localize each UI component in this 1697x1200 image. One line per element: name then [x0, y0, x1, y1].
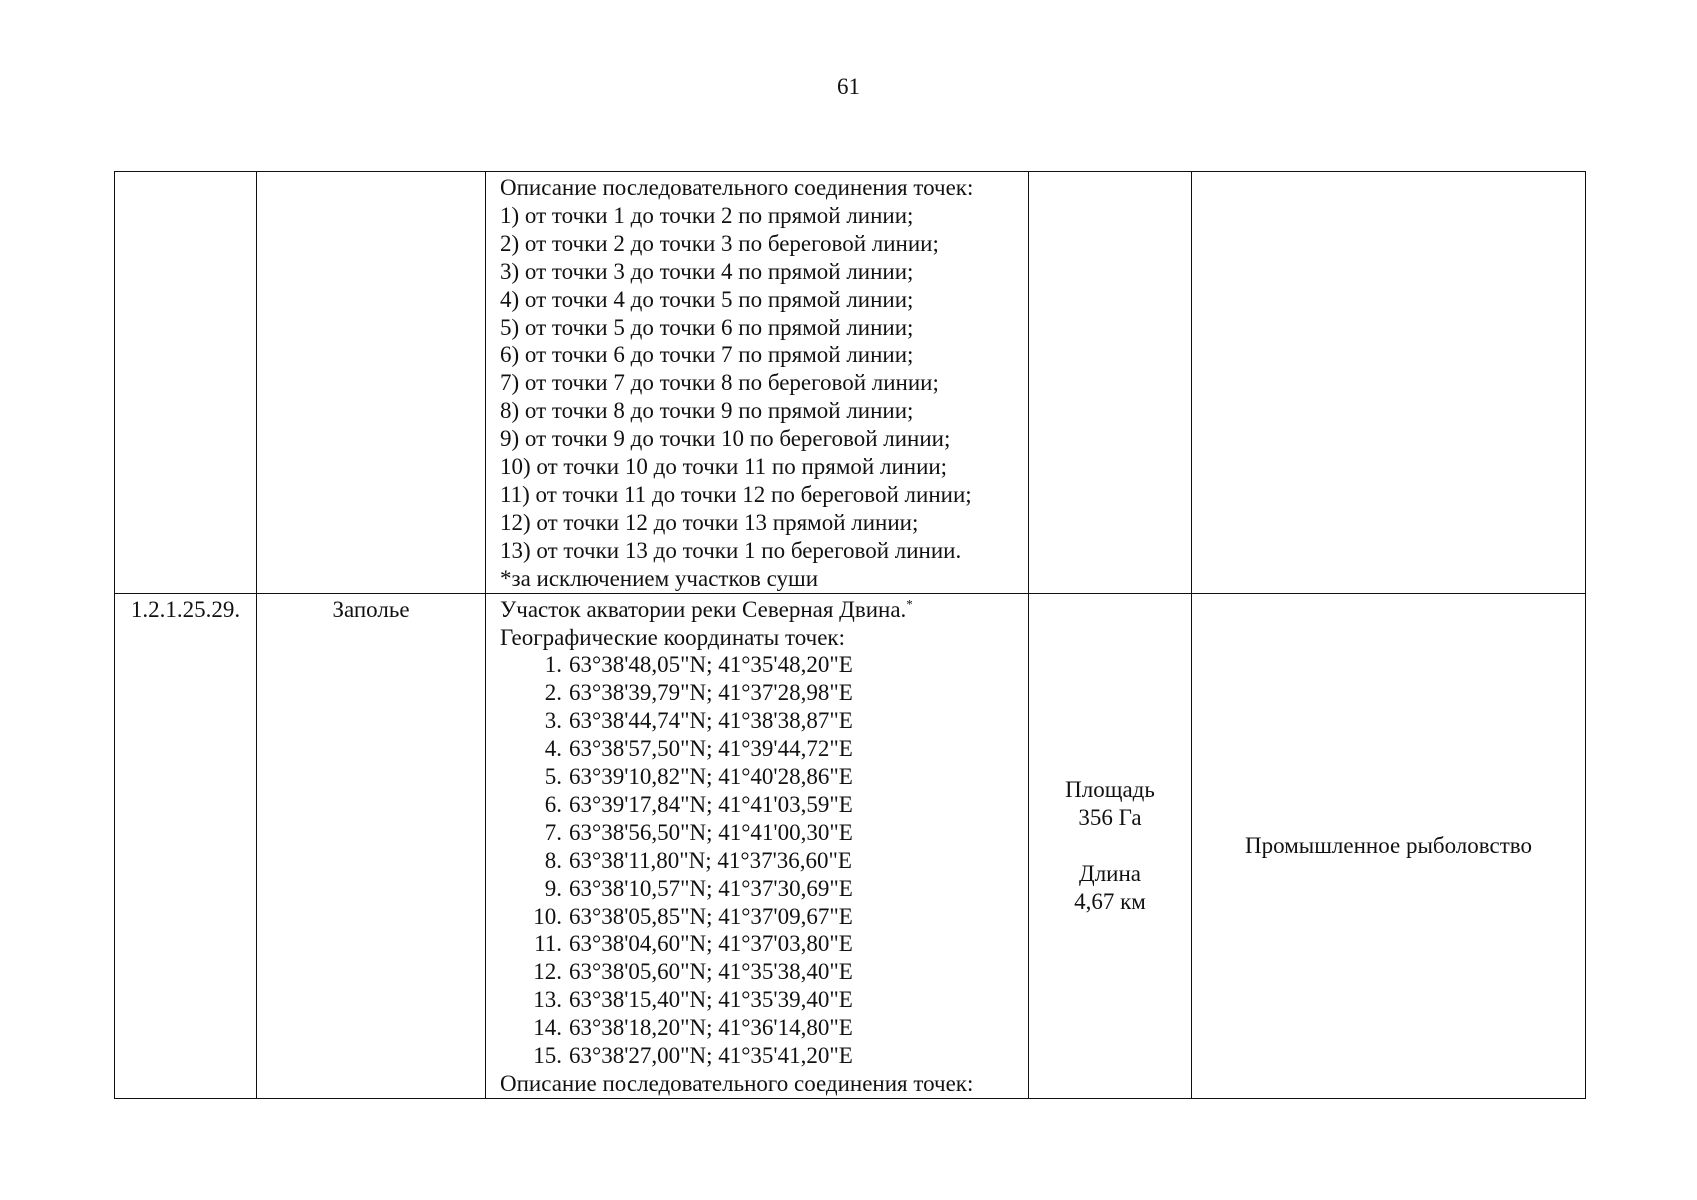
description-line: 11) от точки 11 до точки 12 по береговой линии; — [500, 481, 972, 507]
coords-list — [500, 651, 1018, 1070]
coord-item: 4. 63°38'57,50"N; 41°39'44,72"E — [544, 736, 853, 762]
coord-item: 7. 63°38'56,50"N; 41°41'00,30"E — [544, 819, 853, 845]
coord-item: 1. 63°38'48,05"N; 41°35'48,20"E — [544, 652, 853, 678]
description-line: 3) от точки 3 до точки 4 по прямой линии; — [500, 258, 914, 284]
description-line: 12) от точки 12 до точки 13 прямой линии; — [500, 509, 919, 535]
coord-item: 6. 63°39'17,84"N; 41°41'03,59"E — [544, 791, 853, 817]
area-number: 1.2.1.25.29. — [115, 593, 257, 1098]
coord-item: 15. 63°38'27,00"N; 41°35'41,20"E — [533, 1043, 853, 1069]
coord-item: 9. 63°38'10,57"N; 41°37'30,69"E — [544, 875, 853, 901]
description-line: 4) от точки 4 до точки 5 по прямой линии; — [500, 286, 914, 312]
description-line: 7) от точки 7 до точки 8 по береговой линии; — [500, 370, 939, 396]
fishing-areas-table — [114, 171, 1586, 1099]
size-cell-empty — [1029, 172, 1192, 594]
table-row-main — [115, 593, 1586, 1098]
length-value: 4,67 км — [1074, 888, 1146, 914]
name-cell-empty — [257, 172, 486, 594]
coord-item: 14. 63°38'18,20"N; 41°36'14,80"E — [533, 1015, 853, 1041]
purpose-cell-empty — [1192, 172, 1586, 594]
length-label: Длина — [1079, 860, 1141, 886]
footnote-line: *за исключением участков суши — [500, 565, 819, 591]
purpose-cell: Промышленное рыболовство — [1192, 593, 1586, 1098]
footnote-mark: * — [906, 595, 913, 611]
description-line: 1) от точки 1 до точки 2 по прямой линии; — [500, 202, 914, 228]
coord-item: 3. 63°38'44,74"N; 41°38'38,87"E — [544, 708, 853, 734]
description-line: 9) от точки 9 до точки 10 по береговой линии; — [500, 426, 951, 452]
coord-item: 5. 63°39'10,82"N; 41°40'28,86"E — [544, 764, 853, 790]
coord-item: 2. 63°38'39,79"N; 41°37'28,98"E — [544, 680, 853, 706]
area-title — [500, 596, 1018, 624]
coord-item: 13. 63°38'15,40"N; 41°35'39,40"E — [533, 987, 853, 1013]
size-cell — [1029, 593, 1192, 1098]
description-line: Описание последовательного соединения точек: — [500, 175, 974, 200]
area-name: Заполье — [257, 593, 486, 1098]
area-label: Площадь — [1065, 776, 1155, 802]
description-line: 13) от точки 13 до точки 1 по береговой линии. — [500, 537, 962, 563]
description-line: 10) от точки 10 до точки 11 по прямой линии; — [500, 454, 948, 480]
spacer — [1029, 832, 1191, 860]
table-row-continued — [115, 172, 1586, 594]
coord-item: 8. 63°38'11,80"N; 41°37'36,60"E — [544, 847, 852, 873]
coord-item: 10. 63°38'05,85"N; 41°37'09,67"E — [533, 903, 853, 929]
description-line: 2) от точки 2 до точки 3 по береговой линии; — [500, 230, 939, 256]
number-cell-empty — [115, 172, 257, 594]
area-value: 356 Га — [1078, 804, 1142, 830]
coord-item: 11. 63°38'04,60"N; 41°37'03,80"E — [534, 931, 853, 957]
coords-heading: Географические координаты точек: — [500, 624, 845, 650]
description-cell — [486, 593, 1029, 1098]
description-cell — [486, 172, 1029, 594]
description-line: 6) от точки 6 до точки 7 по прямой линии; — [500, 342, 914, 368]
connection-heading: Описание последовательного соединения точек: — [500, 1071, 974, 1096]
description-line: 8) от точки 8 до точки 9 по прямой линии; — [500, 398, 914, 424]
coord-item: 12. 63°38'05,60"N; 41°35'38,40"E — [533, 959, 853, 985]
page-number: 61 — [837, 74, 860, 99]
area-title-text: Участок акватории реки Северная Двина. — [500, 596, 907, 622]
description-line: 5) от точки 5 до точки 6 по прямой линии; — [500, 314, 914, 340]
